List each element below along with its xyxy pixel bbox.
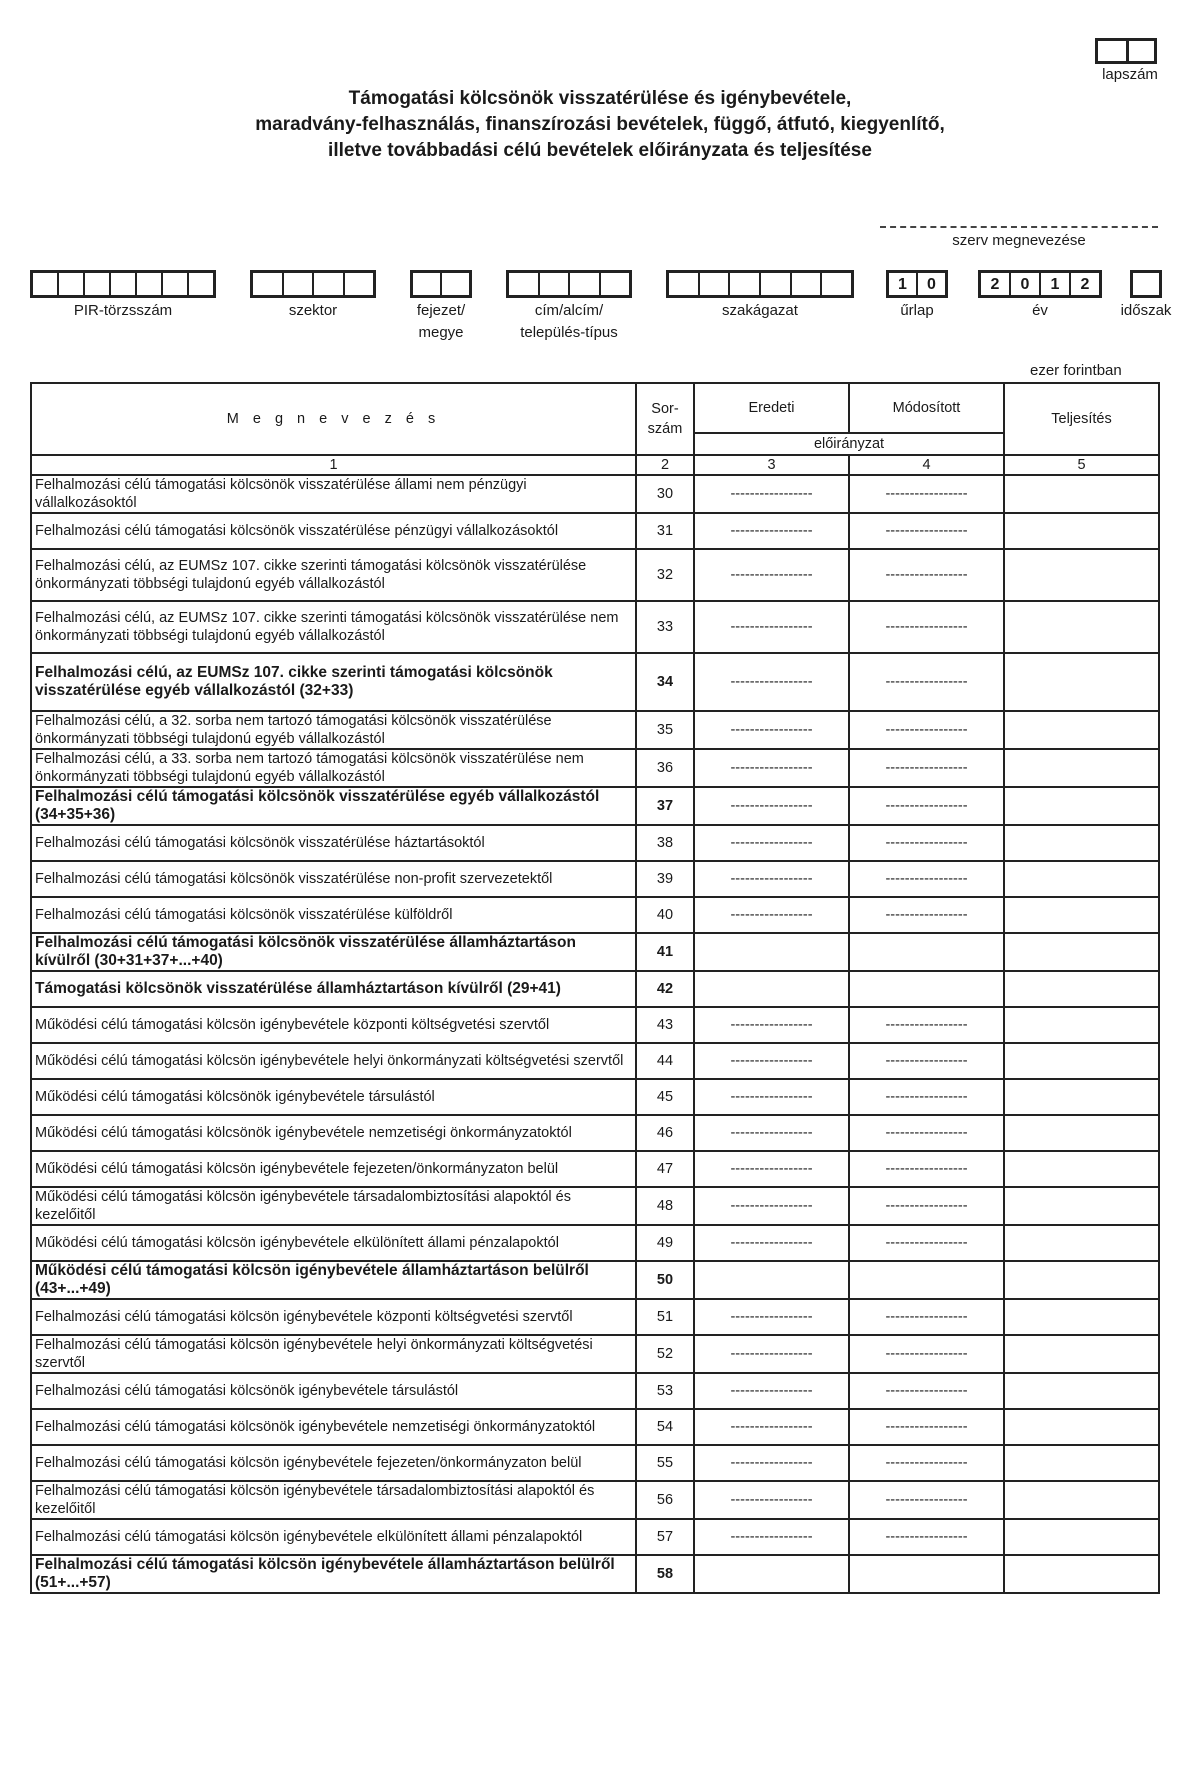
row-number: 36 — [636, 749, 694, 787]
row-number: 44 — [636, 1043, 694, 1079]
modified-appropriation-cell: ----------------- — [849, 1519, 1004, 1555]
original-appropriation-cell[interactable] — [694, 933, 849, 971]
fulfilment-cell[interactable] — [1004, 1043, 1159, 1079]
modified-appropriation-cell: ----------------- — [849, 601, 1004, 653]
fulfilment-cell[interactable] — [1004, 1481, 1159, 1519]
form-title — [200, 86, 1000, 164]
fulfilment-cell[interactable] — [1004, 1409, 1159, 1445]
sector-label-line: szektor — [288, 302, 338, 319]
fulfilment-cell[interactable] — [1004, 1225, 1159, 1261]
title-subtitle-cell[interactable] — [540, 273, 571, 295]
original-appropriation-cell: ----------------- — [694, 1079, 849, 1115]
modified-appropriation-cell[interactable] — [849, 971, 1004, 1007]
fulfilment-cell[interactable] — [1004, 1519, 1159, 1555]
sector-cell[interactable] — [314, 273, 345, 295]
pir-number-cell[interactable] — [59, 273, 85, 295]
row-number: 37 — [636, 787, 694, 825]
fulfilment-cell[interactable] — [1004, 1261, 1159, 1299]
modified-appropriation-cell: ----------------- — [849, 1225, 1004, 1261]
industry-branch-label-line: szakágazat — [722, 302, 798, 319]
form-number-cell[interactable]: 1 — [889, 273, 918, 295]
table-row — [31, 1519, 1159, 1555]
fulfilment-cell[interactable] — [1004, 1445, 1159, 1481]
modified-appropriation-cell: ----------------- — [849, 1079, 1004, 1115]
table-row — [31, 1555, 1159, 1593]
form-number-cell[interactable]: 0 — [927, 276, 936, 293]
pir-number-cell[interactable] — [111, 273, 137, 295]
modified-appropriation-cell: ----------------- — [849, 513, 1004, 549]
row-name: Felhalmozási célú, az EUMSz 107. cikke szerinti támogatási kölcsönök visszatérülése egyéb vállalkozástól (32+33) — [31, 653, 636, 711]
row-number: 46 — [636, 1115, 694, 1151]
original-appropriation-cell: ----------------- — [694, 1299, 849, 1335]
fulfilment-cell[interactable] — [1004, 1151, 1159, 1187]
original-appropriation-cell: ----------------- — [694, 1409, 849, 1445]
title-subtitle-cell[interactable] — [601, 273, 630, 295]
original-appropriation-cell: ----------------- — [694, 825, 849, 861]
modified-appropriation-cell: ----------------- — [849, 475, 1004, 513]
modified-appropriation-cell: ----------------- — [849, 1373, 1004, 1409]
table-row — [31, 1445, 1159, 1481]
original-appropriation-cell: ----------------- — [694, 711, 849, 749]
sector-cell[interactable] — [345, 273, 374, 295]
row-number: 43 — [636, 1007, 694, 1043]
sector-cell[interactable] — [253, 273, 284, 295]
original-appropriation-cell[interactable] — [694, 1261, 849, 1299]
modified-appropriation-cell: ----------------- — [849, 1445, 1004, 1481]
modified-appropriation-cell[interactable] — [849, 933, 1004, 971]
title-subtitle-label-line: cím/alcím/ — [534, 302, 604, 319]
table-row — [31, 1187, 1159, 1225]
original-appropriation-cell: ----------------- — [694, 1373, 849, 1409]
fulfilment-cell[interactable] — [1004, 1079, 1159, 1115]
original-appropriation-cell: ----------------- — [694, 549, 849, 601]
fulfilment-cell[interactable] — [1004, 1007, 1159, 1043]
row-number: 40 — [636, 897, 694, 933]
row-name: Felhalmozási célú, a 33. sorba nem tartozó támogatási kölcsönök visszatérülése nem önkormányzati többségi tulajdonú egyéb vállalkozástól — [31, 749, 636, 787]
modified-appropriation-cell: ----------------- — [849, 1481, 1004, 1519]
row-name: Felhalmozási célú, az EUMSz 107. cikke szerinti támogatási kölcsönök visszatérülése nem önkormányzati többségi tulajdonú egyéb vállalkozástól — [31, 601, 636, 653]
original-appropriation-cell: ----------------- — [694, 475, 849, 513]
header-name: M e g n e v e z é s — [31, 383, 636, 455]
industry-branch-field[interactable] — [666, 270, 854, 298]
modified-appropriation-cell: ----------------- — [849, 711, 1004, 749]
sector-field[interactable] — [250, 270, 376, 298]
row-number: 53 — [636, 1373, 694, 1409]
table-row — [31, 861, 1159, 897]
header-appropriation: előirányzat — [694, 433, 1004, 455]
industry-branch-cell[interactable] — [761, 273, 792, 295]
row-name: Működési célú támogatási kölcsönök igénybevétele nemzetiségi önkormányzatoktól — [31, 1115, 636, 1151]
original-appropriation-cell: ----------------- — [694, 1519, 849, 1555]
header-row-number-text: Sor- szám — [647, 401, 683, 437]
modified-appropriation-cell: ----------------- — [849, 787, 1004, 825]
fulfilment-cell[interactable] — [1004, 825, 1159, 861]
column-number: 2 — [636, 455, 694, 475]
modified-appropriation-cell: ----------------- — [849, 1335, 1004, 1373]
modified-appropriation-cell: ----------------- — [849, 825, 1004, 861]
row-number: 33 — [636, 601, 694, 653]
header-modified: Módosított — [849, 383, 1004, 433]
modified-appropriation-cell: ----------------- — [849, 1151, 1004, 1187]
original-appropriation-cell: ----------------- — [694, 1007, 849, 1043]
table-row — [31, 1007, 1159, 1043]
fulfilment-cell[interactable] — [1004, 475, 1159, 513]
original-appropriation-cell: ----------------- — [694, 1115, 849, 1151]
chapter-county-cell[interactable] — [442, 273, 469, 295]
row-name: Működési célú támogatási kölcsön igénybevétele központi költségvetési szervtől — [31, 1007, 636, 1043]
original-appropriation-cell: ----------------- — [694, 787, 849, 825]
original-appropriation-cell: ----------------- — [694, 1445, 849, 1481]
period-label-line: időszak — [1120, 302, 1172, 319]
chapter-county-label-line: megye — [418, 324, 464, 341]
fulfilment-cell[interactable] — [1004, 1373, 1159, 1409]
row-number: 35 — [636, 711, 694, 749]
pir-number-cell[interactable] — [85, 273, 111, 295]
row-number: 57 — [636, 1519, 694, 1555]
fulfilment-cell[interactable] — [1004, 897, 1159, 933]
table-row — [31, 1043, 1159, 1079]
row-name: Felhalmozási célú támogatási kölcsönök visszatérülése háztartásoktól — [31, 825, 636, 861]
original-appropriation-cell: ----------------- — [694, 1151, 849, 1187]
pir-number-label-line: PIR-törzsszám — [73, 302, 173, 319]
row-name: Felhalmozási célú támogatási kölcsönök visszatérülése állami nem pénzügyi vállalkozásoktól — [31, 475, 636, 513]
modified-appropriation-cell: ----------------- — [849, 1007, 1004, 1043]
industry-branch-cell[interactable] — [700, 273, 731, 295]
original-appropriation-cell: ----------------- — [694, 1043, 849, 1079]
title-subtitle-label-line: település-típus — [520, 324, 618, 341]
original-appropriation-cell[interactable] — [694, 971, 849, 1007]
modified-appropriation-cell: ----------------- — [849, 1299, 1004, 1335]
table-row — [31, 1261, 1159, 1299]
form-number-label-line: űrlap — [900, 302, 934, 319]
modified-appropriation-cell: ----------------- — [849, 1043, 1004, 1079]
column-number: 3 — [694, 455, 849, 475]
sector-cell[interactable] — [284, 273, 315, 295]
row-name: Felhalmozási célú támogatási kölcsönök visszatérülése pénzügyi vállalkozásoktól — [31, 513, 636, 549]
unit-label: ezer forintban — [1030, 362, 1122, 379]
table-row — [31, 1151, 1159, 1187]
row-name: Felhalmozási célú támogatási kölcsönök visszatérülése államháztartáson kívülről (30+31+37+...+40) — [31, 933, 636, 971]
row-number: 47 — [636, 1151, 694, 1187]
modified-appropriation-cell: ----------------- — [849, 653, 1004, 711]
fulfilment-cell[interactable] — [1004, 513, 1159, 549]
table-row — [31, 513, 1159, 549]
row-name: Felhalmozási célú támogatási kölcsönök visszatérülése non-profit szervezetektől — [31, 861, 636, 897]
column-number-row — [31, 455, 1159, 475]
table-row — [31, 549, 1159, 601]
table-row — [31, 1481, 1159, 1519]
row-name: Felhalmozási célú támogatási kölcsönök igénybevétele társulástól — [31, 1373, 636, 1409]
table-row — [31, 475, 1159, 513]
industry-branch-cell[interactable] — [730, 273, 761, 295]
row-name: Felhalmozási célú támogatási kölcsön igénybevétele elkülönített állami pénzalapoktól — [31, 1519, 636, 1555]
column-number: 4 — [849, 455, 1004, 475]
industry-branch-cell[interactable] — [669, 273, 700, 295]
row-number: 51 — [636, 1299, 694, 1335]
period-label — [1081, 300, 1202, 322]
org-name-label: szerv megnevezése — [952, 232, 1086, 249]
year-cell[interactable]: 2 — [1080, 276, 1090, 293]
row-number: 50 — [636, 1261, 694, 1299]
row-name: Felhalmozási célú támogatási kölcsön igénybevétele államháztartáson belülről (51+...+57) — [31, 1555, 636, 1593]
table-row — [31, 787, 1159, 825]
title-line-2: maradvány-felhasználás, finanszírozási bevételek, függő, átfutó, kiegyenlítő, — [255, 114, 945, 135]
title-subtitle-label — [504, 300, 634, 344]
row-number: 56 — [636, 1481, 694, 1519]
table-row — [31, 971, 1159, 1007]
original-appropriation-cell: ----------------- — [694, 601, 849, 653]
original-appropriation-cell: ----------------- — [694, 749, 849, 787]
row-name: Működési célú támogatási kölcsön igénybevétele elkülönített állami pénzalapoktól — [31, 1225, 636, 1261]
fulfilment-cell[interactable] — [1004, 653, 1159, 711]
original-appropriation-cell: ----------------- — [694, 1225, 849, 1261]
industry-branch-cell[interactable] — [822, 273, 851, 295]
year-cell[interactable]: 0 — [1011, 273, 1041, 295]
pir-number-cell[interactable] — [163, 273, 189, 295]
table-row — [31, 933, 1159, 971]
fulfilment-cell[interactable] — [1004, 601, 1159, 653]
row-number: 45 — [636, 1079, 694, 1115]
row-number: 42 — [636, 971, 694, 1007]
fulfilment-cell[interactable] — [1004, 1335, 1159, 1373]
page-number-box[interactable] — [1095, 38, 1157, 64]
modified-appropriation-cell: ----------------- — [849, 1187, 1004, 1225]
column-number: 5 — [1004, 455, 1159, 475]
modified-appropriation-cell[interactable] — [849, 1555, 1004, 1593]
fulfilment-cell[interactable] — [1004, 711, 1159, 749]
modified-appropriation-cell: ----------------- — [849, 897, 1004, 933]
form-number-field[interactable] — [886, 270, 948, 298]
fulfilment-cell[interactable] — [1004, 861, 1159, 897]
row-number: 31 — [636, 513, 694, 549]
row-name: Működési célú támogatási kölcsönök igénybevétele társulástól — [31, 1079, 636, 1115]
row-number: 32 — [636, 549, 694, 601]
title-subtitle-cell[interactable] — [509, 273, 540, 295]
row-name: Felhalmozási célú támogatási kölcsönök visszatérülése egyéb vállalkozástól (34+35+36) — [31, 787, 636, 825]
chapter-county-label-line: fejezet/ — [416, 302, 466, 319]
data-table — [30, 382, 1160, 1594]
pir-number-field[interactable] — [30, 270, 216, 298]
row-name: Felhalmozási célú támogatási kölcsönök visszatérülése külföldről — [31, 897, 636, 933]
row-number: 55 — [636, 1445, 694, 1481]
modified-appropriation-cell: ----------------- — [849, 749, 1004, 787]
row-number: 52 — [636, 1335, 694, 1373]
row-name: Felhalmozási célú, a 32. sorba nem tartozó támogatási kölcsönök visszatérülése önkormányzati többségi tulajdonú egyéb vállalkozástól — [31, 711, 636, 749]
row-name: Működési célú támogatási kölcsön igénybevétele fejezeten/önkormányzaton belül — [31, 1151, 636, 1187]
original-appropriation-cell: ----------------- — [694, 861, 849, 897]
row-name: Felhalmozási célú támogatási kölcsönök igénybevétele nemzetiségi önkormányzatoktól — [31, 1409, 636, 1445]
header-row-number — [636, 383, 694, 455]
original-appropriation-cell[interactable] — [694, 1555, 849, 1593]
row-number: 48 — [636, 1187, 694, 1225]
title-subtitle-field[interactable] — [506, 270, 632, 298]
row-name: Felhalmozási célú támogatási kölcsön igénybevétele központi költségvetési szervtől — [31, 1299, 636, 1335]
modified-appropriation-cell[interactable] — [849, 1261, 1004, 1299]
table-row — [31, 1409, 1159, 1445]
title-line-1: Támogatási kölcsönök visszatérülése és igénybevétele, — [348, 88, 852, 109]
fulfilment-cell[interactable] — [1004, 1299, 1159, 1335]
original-appropriation-cell: ----------------- — [694, 513, 849, 549]
page-number-label: lapszám — [1102, 66, 1158, 83]
row-name: Felhalmozási célú támogatási kölcsön igénybevétele fejezeten/önkormányzaton belül — [31, 1445, 636, 1481]
pir-number-cell[interactable] — [189, 273, 213, 295]
chapter-county-cell[interactable] — [413, 273, 442, 295]
row-number: 38 — [636, 825, 694, 861]
year-cell[interactable]: 1 — [1041, 273, 1071, 295]
fulfilment-cell[interactable] — [1004, 1187, 1159, 1225]
chapter-county-label — [376, 300, 506, 344]
table-row — [31, 1225, 1159, 1261]
table-row — [31, 653, 1159, 711]
table-row — [31, 897, 1159, 933]
fulfilment-cell[interactable] — [1004, 1555, 1159, 1593]
fulfilment-cell[interactable] — [1004, 787, 1159, 825]
original-appropriation-cell: ----------------- — [694, 1335, 849, 1373]
org-name-field[interactable] — [880, 226, 1158, 228]
form-number-label — [852, 300, 982, 322]
table-row — [31, 825, 1159, 861]
modified-appropriation-cell: ----------------- — [849, 1409, 1004, 1445]
fulfilment-cell[interactable] — [1004, 549, 1159, 601]
modified-appropriation-cell: ----------------- — [849, 861, 1004, 897]
table-row — [31, 749, 1159, 787]
modified-appropriation-cell: ----------------- — [849, 549, 1004, 601]
period-field[interactable] — [1130, 270, 1162, 298]
title-line-3: illetve továbbadási célú bevételek előirányzata és teljesítése — [328, 140, 872, 161]
row-number: 58 — [636, 1555, 694, 1593]
pir-number-label — [30, 300, 216, 322]
row-name: Működési célú támogatási kölcsön igénybevétele államháztartáson belülről (43+...+49) — [31, 1261, 636, 1299]
table-row — [31, 1373, 1159, 1409]
industry-branch-label — [666, 300, 854, 322]
row-name: Felhalmozási célú támogatási kölcsön igénybevétele helyi önkormányzati költségvetési szervtől — [31, 1335, 636, 1373]
row-number: 34 — [636, 653, 694, 711]
row-name: Felhalmozási célú támogatási kölcsön igénybevétele társadalombiztosítási alapoktól és kezelőitől — [31, 1481, 636, 1519]
table-row — [31, 1079, 1159, 1115]
header-fulfilment: Teljesítés — [1004, 383, 1159, 455]
pir-number-cell[interactable] — [137, 273, 163, 295]
fulfilment-cell[interactable] — [1004, 933, 1159, 971]
original-appropriation-cell: ----------------- — [694, 653, 849, 711]
title-subtitle-cell[interactable] — [570, 273, 601, 295]
year-field[interactable] — [978, 270, 1102, 298]
year-label-line: év — [1032, 302, 1048, 319]
header-original: Eredeti — [694, 383, 849, 433]
original-appropriation-cell: ----------------- — [694, 1187, 849, 1225]
row-name: Működési célú támogatási kölcsön igénybevétele helyi önkormányzati költségvetési szervtől — [31, 1043, 636, 1079]
sector-label — [248, 300, 378, 322]
modified-appropriation-cell: ----------------- — [849, 1115, 1004, 1151]
table-row — [31, 711, 1159, 749]
period-cell[interactable] — [1133, 273, 1159, 295]
year-cell[interactable]: 2 — [981, 273, 1011, 295]
original-appropriation-cell: ----------------- — [694, 1481, 849, 1519]
industry-branch-cell[interactable] — [792, 273, 823, 295]
pir-number-cell[interactable] — [33, 273, 59, 295]
chapter-county-field[interactable] — [410, 270, 472, 298]
fulfilment-cell[interactable] — [1004, 971, 1159, 1007]
table-row — [31, 1335, 1159, 1373]
row-number: 39 — [636, 861, 694, 897]
row-name: Felhalmozási célú, az EUMSz 107. cikke szerinti támogatási kölcsönök visszatérülése önkormányzati többségi tulajdonú egyéb vállalkozástól — [31, 549, 636, 601]
table-row — [31, 601, 1159, 653]
column-number: 1 — [31, 455, 636, 475]
row-number: 54 — [636, 1409, 694, 1445]
table-row — [31, 1115, 1159, 1151]
fulfilment-cell[interactable] — [1004, 749, 1159, 787]
original-appropriation-cell: ----------------- — [694, 897, 849, 933]
row-name: Működési célú támogatási kölcsön igénybevétele társadalombiztosítási alapoktól és kezelőitől — [31, 1187, 636, 1225]
row-number: 41 — [636, 933, 694, 971]
row-number: 30 — [636, 475, 694, 513]
row-name: Támogatási kölcsönök visszatérülése államháztartáson kívülről (29+41) — [31, 971, 636, 1007]
table-row — [31, 1299, 1159, 1335]
row-number: 49 — [636, 1225, 694, 1261]
fulfilment-cell[interactable] — [1004, 1115, 1159, 1151]
